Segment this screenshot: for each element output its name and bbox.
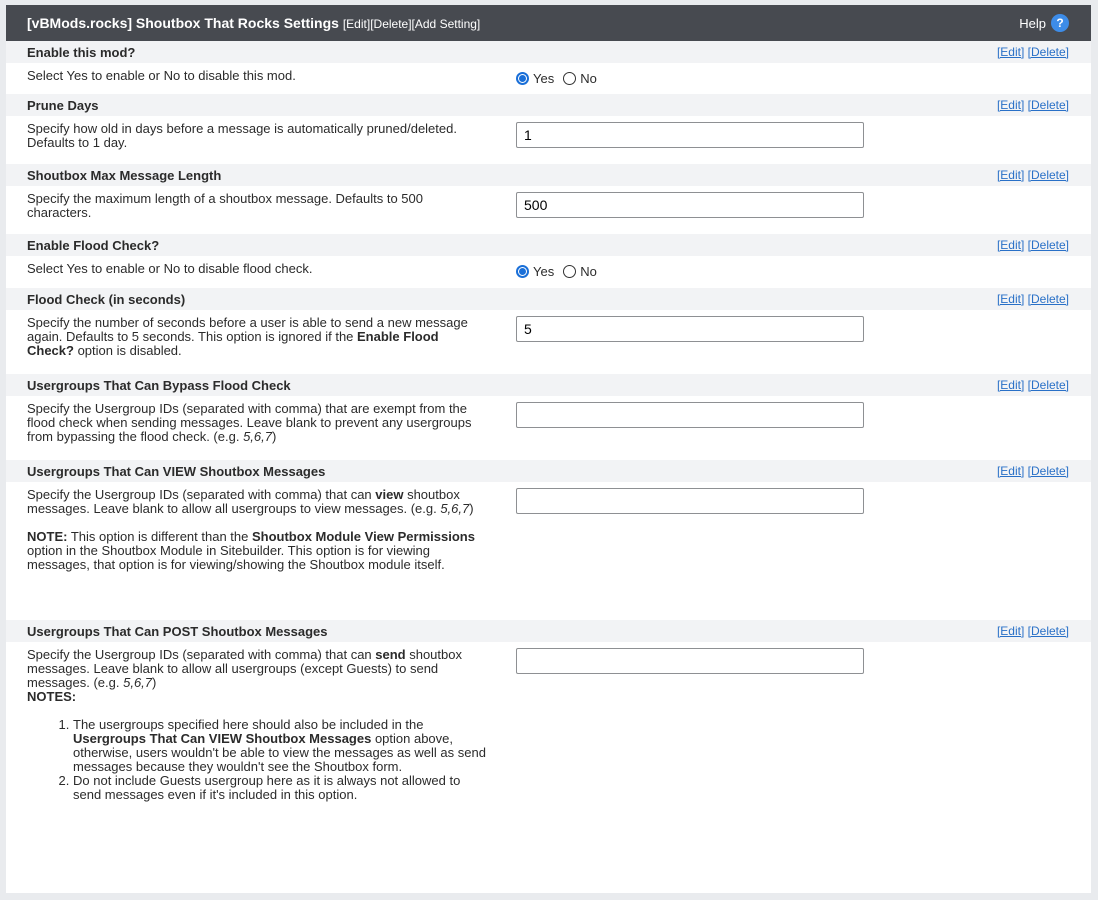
setting-description: Specify the number of seconds before a user is able to send a new message again. Defaults to 5 seconds. This option is ignored if the Enable Flood Check? option is disabled. xyxy=(27,315,468,358)
setting-body-max-length xyxy=(6,186,1091,234)
setting-body-prune-days xyxy=(6,116,1091,164)
view-permissions-input[interactable] xyxy=(516,488,864,514)
delete-link[interactable]: [Delete] xyxy=(1027,624,1069,638)
enable-mod-radio-group xyxy=(516,69,602,87)
radio-label-no: No xyxy=(580,70,597,86)
flood-check-radio-group xyxy=(516,262,602,281)
prune-days-input[interactable] xyxy=(516,122,864,148)
radio-label-no: No xyxy=(580,264,597,279)
setting-title: Shoutbox Max Message Length xyxy=(27,167,222,183)
setting-description: Specify the Usergroup IDs (separated with comma) that can view shoutbox messages. Leave blank to allow all usergroups to view messages. (e.g. 5,6,7) NOTE: This option is different than the Shoutbox Module View Permissions option in the Shoutbox Module in Sitebuilder. This option is for viewing messages, that option is for viewing/showing the Shoutbox module itself. xyxy=(27,488,487,613)
setting-header-max-length xyxy=(6,164,1091,186)
header-add-setting-link[interactable]: [Add Setting] xyxy=(411,17,481,31)
setting-title: Enable Flood Check? xyxy=(27,237,160,253)
setting-header-enable-mod xyxy=(6,41,1091,63)
setting-header-flood-seconds xyxy=(6,288,1091,310)
header-edit-link[interactable]: [Edit] xyxy=(342,17,371,31)
list-item: 1. The usergroups specified here should also be included in the Usergroups That Can VIEW Shoutbox Messages option above, otherwise, users wouldn't be able to view the messages as well as send messages because they wouldn't see the Shoutbox form. xyxy=(73,718,487,774)
setting-body-post-permissions xyxy=(6,642,1091,872)
notes-list xyxy=(27,718,487,802)
edit-link[interactable]: [Edit] xyxy=(996,168,1025,182)
delete-link[interactable]: [Delete] xyxy=(1027,378,1069,392)
setting-description: Specify the maximum length of a shoutbox message. Defaults to 500 characters. xyxy=(27,191,423,220)
setting-title: Flood Check (in seconds) xyxy=(27,291,186,307)
help-icon: ? xyxy=(1051,14,1069,32)
setting-header-post-permissions xyxy=(6,620,1091,642)
settings-panel xyxy=(6,5,1091,893)
edit-link[interactable]: [Edit] xyxy=(996,238,1025,252)
edit-link[interactable]: [Edit] xyxy=(996,624,1025,638)
setting-header-prune-days xyxy=(6,94,1091,116)
help-label: Help xyxy=(1019,15,1046,31)
delete-link[interactable]: [Delete] xyxy=(1027,464,1069,478)
setting-title: Enable this mod? xyxy=(27,44,136,60)
help-button[interactable] xyxy=(1019,14,1069,32)
setting-title: Usergroups That Can VIEW Shoutbox Messages xyxy=(27,463,326,479)
delete-link[interactable]: [Delete] xyxy=(1027,45,1069,59)
setting-body-view-permissions xyxy=(6,482,1091,620)
setting-body-bypass-flood xyxy=(6,396,1091,460)
edit-link[interactable]: [Edit] xyxy=(996,378,1025,392)
setting-description: Specify the Usergroup IDs (separated with comma) that can send shoutbox messages. Leave blank to allow all usergroups (except Guests) to send messages. (e.g. 5,6,7) NOTES: 1. The usergroups specified here should also be included in the Usergroups That Can VIEW Shoutbox Messages option above, otherwise, users wouldn't be able to view the messages as well as send messages because they wouldn't see the Shoutbox form. 2. Do not include Guests usergroup here as it is always not allowed to send messages even if it's included in this option. xyxy=(27,648,487,865)
flood-check-yes-radio[interactable] xyxy=(516,265,529,278)
enable-mod-no-radio[interactable] xyxy=(563,72,576,85)
setting-header-view-permissions xyxy=(6,460,1091,482)
setting-description: Specify how old in days before a message is automatically pruned/deleted. Defaults to 1 day. xyxy=(27,121,457,150)
setting-description: Select Yes to enable or No to disable flood check. xyxy=(27,261,313,276)
setting-title: Usergroups That Can POST Shoutbox Messages xyxy=(27,623,328,639)
post-permissions-input[interactable] xyxy=(516,648,864,674)
enable-mod-yes-radio[interactable] xyxy=(516,72,529,85)
delete-link[interactable]: [Delete] xyxy=(1027,168,1069,182)
edit-link[interactable]: [Edit] xyxy=(996,292,1025,306)
delete-link[interactable]: [Delete] xyxy=(1027,238,1069,252)
notes-heading: NOTES: xyxy=(27,689,77,704)
setting-body-enable-mod xyxy=(6,63,1091,94)
list-item: 2. Do not include Guests usergroup here as it is always not allowed to send messages even if it's included in this option. xyxy=(73,774,487,802)
setting-body-enable-flood-check xyxy=(6,256,1091,288)
flood-seconds-input[interactable] xyxy=(516,316,864,342)
setting-description: Select Yes to enable or No to disable this mod. xyxy=(27,68,296,83)
flood-check-no-radio[interactable] xyxy=(563,265,576,278)
setting-header-enable-flood-check xyxy=(6,234,1091,256)
max-length-input[interactable] xyxy=(516,192,864,218)
setting-description: Specify the Usergroup IDs (separated with comma) that are exempt from the flood check when sending messages. Leave blank to prevent any usergroups from bypassing the flood check. (e.g. 5,6,7) xyxy=(27,401,472,444)
header-delete-link[interactable]: [Delete] xyxy=(370,17,412,31)
setting-note: NOTE: This option is different than the Shoutbox Module View Permissions option in the Shoutbox Module in Sitebuilder. This option is for viewing messages, that option is for viewing/showing the Shoutbox module itself. xyxy=(27,529,475,572)
edit-link[interactable]: [Edit] xyxy=(996,98,1025,112)
settings-header xyxy=(6,5,1091,41)
radio-label-yes: Yes xyxy=(533,70,555,86)
setting-title: Usergroups That Can Bypass Flood Check xyxy=(27,377,291,393)
settings-title-bar xyxy=(27,15,480,31)
edit-link[interactable]: [Edit] xyxy=(996,464,1025,478)
page-title: [vBMods.rocks] Shoutbox That Rocks Settings xyxy=(27,15,339,31)
edit-link[interactable]: [Edit] xyxy=(996,45,1025,59)
setting-title: Prune Days xyxy=(27,97,99,113)
setting-body-flood-seconds xyxy=(6,310,1091,374)
setting-header-bypass-flood xyxy=(6,374,1091,396)
delete-link[interactable]: [Delete] xyxy=(1027,292,1069,306)
delete-link[interactable]: [Delete] xyxy=(1027,98,1069,112)
bypass-flood-input[interactable] xyxy=(516,402,864,428)
radio-label-yes: Yes xyxy=(533,264,555,279)
